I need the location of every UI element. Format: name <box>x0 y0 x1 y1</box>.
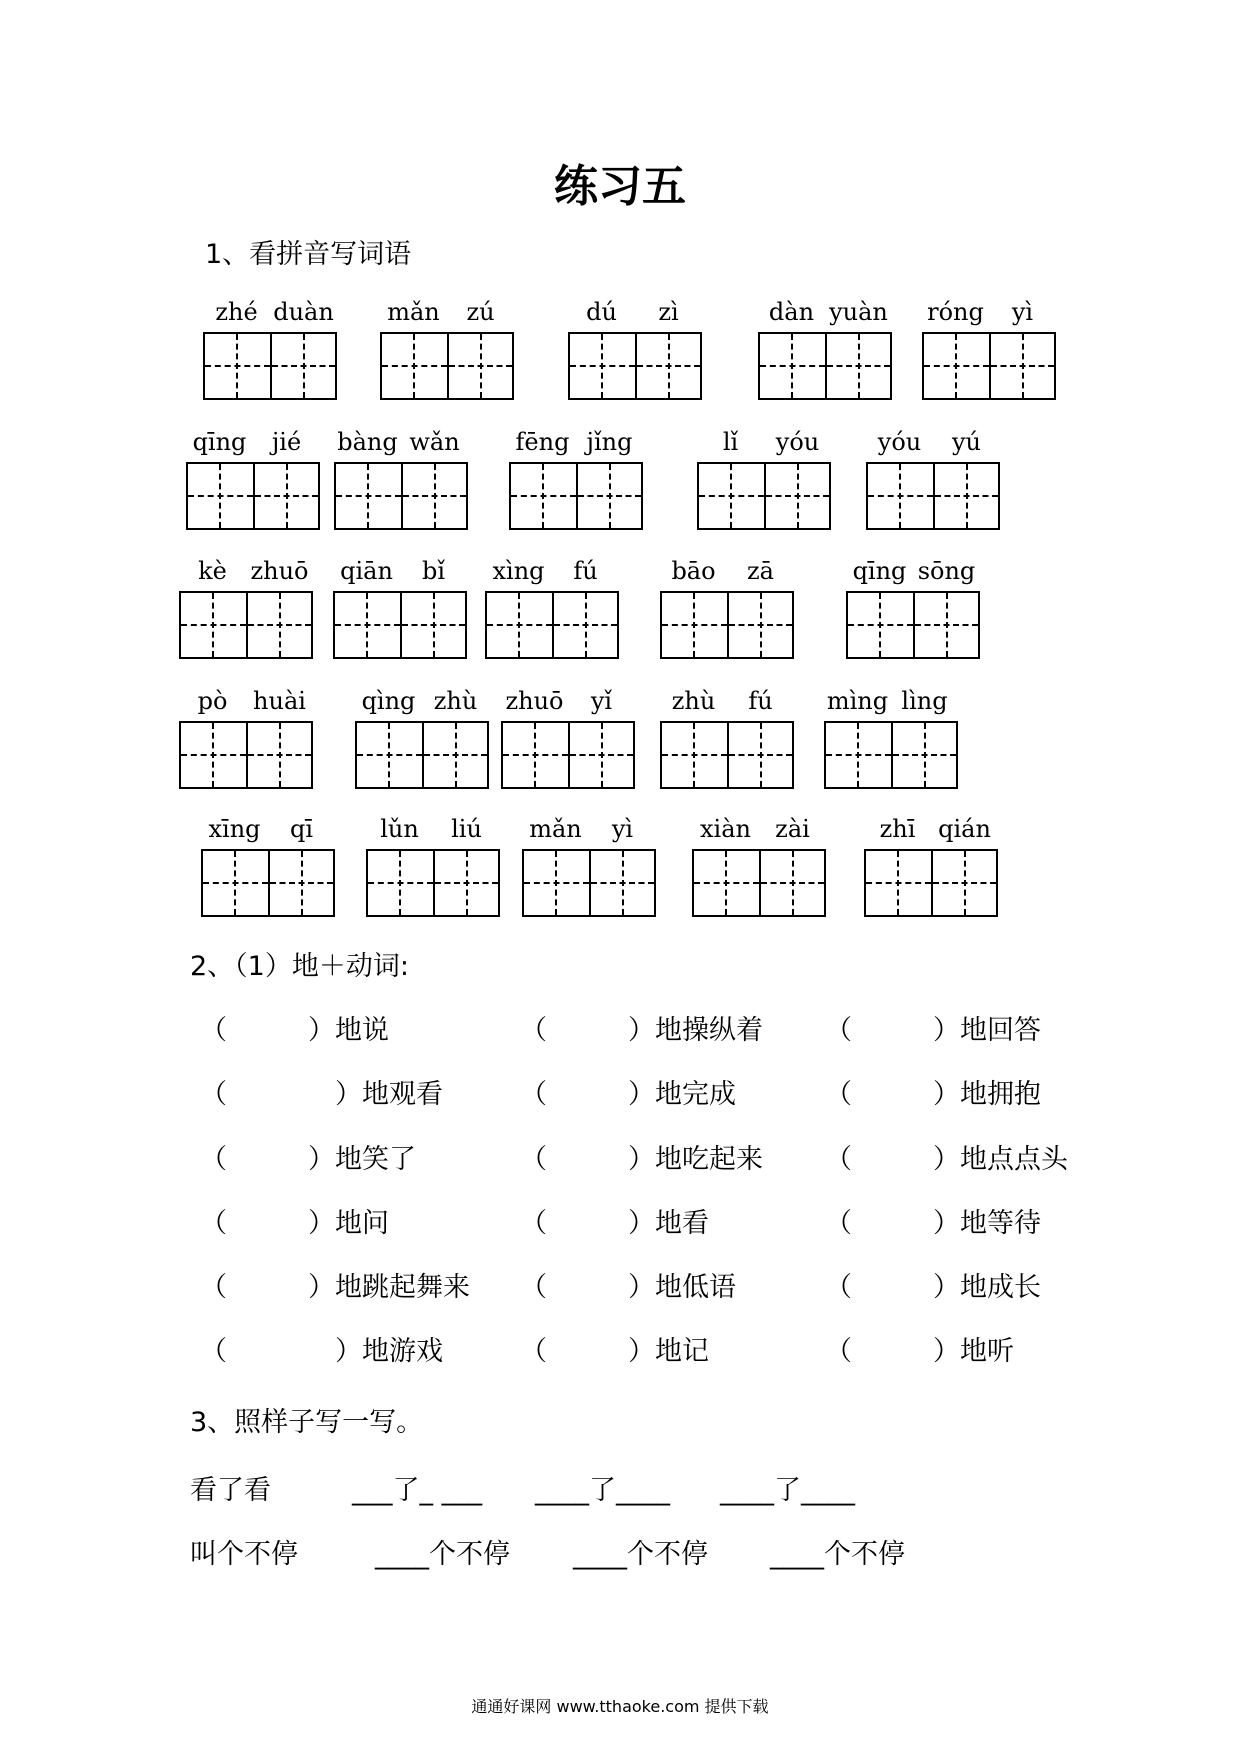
guide-line <box>413 334 415 398</box>
pinyin-syllable: xìng <box>492 557 545 585</box>
page-title: 练习五 <box>554 161 686 212</box>
pinyin-syllable: duàn <box>273 298 334 326</box>
pinyin-syllable: qìng <box>361 687 416 715</box>
pinyin-syllable: lǐ <box>722 428 739 456</box>
writing-cell[interactable] <box>826 723 891 787</box>
writing-cell[interactable] <box>727 593 792 657</box>
writing-cell[interactable] <box>727 723 792 787</box>
writing-grid[interactable] <box>509 462 643 530</box>
fill-in-item[interactable]: （ ）地记 <box>520 1336 709 1367</box>
writing-cell[interactable] <box>181 723 246 787</box>
guide-line <box>609 464 611 528</box>
writing-cell[interactable] <box>552 593 617 657</box>
guide-line <box>455 723 457 787</box>
pinyin-syllable: qián <box>938 815 991 843</box>
writing-grid[interactable] <box>179 721 313 789</box>
guide-line <box>725 851 727 915</box>
section3-label: 3、照样子写一写。 <box>190 1407 424 1438</box>
guide-line <box>730 464 732 528</box>
fill-in-item[interactable]: （ ）地等待 <box>825 1208 1041 1239</box>
writing-grid[interactable] <box>758 332 892 400</box>
writing-cell[interactable] <box>401 464 466 528</box>
writing-cell[interactable] <box>931 851 996 915</box>
blank-1-2[interactable]: ____了____ <box>535 1475 670 1506</box>
writing-cell[interactable] <box>764 464 829 528</box>
blank-2-2[interactable]: ____个不停 <box>573 1539 708 1570</box>
writing-cell[interactable] <box>848 593 913 657</box>
guide-line <box>668 334 670 398</box>
pinyin-syllable: róng <box>927 298 984 326</box>
pinyin-syllable: zhuō <box>250 557 309 585</box>
guide-line <box>388 723 390 787</box>
pinyin-syllable: jié <box>271 428 302 456</box>
pinyin-label <box>660 687 794 717</box>
pinyin-syllable: zhé <box>215 298 258 326</box>
guide-line <box>234 851 236 915</box>
writing-cell[interactable] <box>933 464 998 528</box>
pinyin-label <box>179 557 313 587</box>
writing-cell[interactable] <box>368 851 433 915</box>
writing-cell[interactable] <box>570 334 635 398</box>
fill-in-item[interactable]: （ ）地完成 <box>520 1079 736 1110</box>
guide-line <box>879 593 881 657</box>
guide-line <box>286 464 288 528</box>
pinyin-syllable: yì <box>1011 298 1034 326</box>
guide-line <box>434 464 436 528</box>
writing-grid[interactable] <box>824 721 958 789</box>
guide-line <box>899 464 901 528</box>
guide-line <box>534 723 536 787</box>
pinyin-syllable: bǐ <box>421 557 446 585</box>
writing-cell[interactable] <box>866 851 931 915</box>
guide-line <box>792 851 794 915</box>
guide-line <box>301 851 303 915</box>
pinyin-syllable: pò <box>197 687 228 715</box>
writing-grid[interactable] <box>334 462 468 530</box>
writing-cell[interactable] <box>576 464 641 528</box>
writing-cell[interactable] <box>268 851 333 915</box>
guide-line <box>366 593 368 657</box>
fill-in-item[interactable]: （ ）地游戏 <box>200 1336 443 1367</box>
pinyin-syllable: liú <box>451 815 482 843</box>
writing-cell[interactable] <box>924 334 989 398</box>
guide-line <box>555 851 557 915</box>
pinyin-syllable: qiān <box>340 557 393 585</box>
writing-cell[interactable] <box>989 334 1054 398</box>
writing-cell[interactable] <box>205 334 270 398</box>
pinyin-syllable: huài <box>253 687 306 715</box>
pinyin-syllable: mǎn <box>387 298 440 326</box>
writing-cell[interactable] <box>203 851 268 915</box>
pinyin-syllable: qī <box>289 815 314 843</box>
pinyin-syllable: jǐng <box>586 428 633 456</box>
guide-line <box>797 464 799 528</box>
pinyin-syllable: dú <box>586 298 617 326</box>
writing-grid[interactable] <box>692 849 826 917</box>
pinyin-label <box>864 815 998 845</box>
pinyin-syllable: mǎn <box>529 815 582 843</box>
writing-cell[interactable] <box>891 723 956 787</box>
guide-line <box>622 851 624 915</box>
pinyin-label <box>501 687 635 717</box>
pinyin-syllable: fú <box>748 687 773 715</box>
guide-line <box>760 723 762 787</box>
pinyin-syllable: lǔn <box>380 815 419 843</box>
fill-in-item[interactable]: （ ）地点点头 <box>825 1144 1068 1175</box>
pinyin-syllable: zhù <box>671 687 716 715</box>
pinyin-label <box>660 557 794 587</box>
pinyin-syllable: zú <box>466 298 495 326</box>
writing-cell[interactable] <box>759 851 824 915</box>
pinyin-label <box>922 298 1056 328</box>
guide-line <box>955 334 957 398</box>
fill-in-item[interactable]: （ ）地成长 <box>825 1272 1041 1303</box>
guide-line <box>946 593 948 657</box>
writing-cell[interactable] <box>400 593 465 657</box>
writing-cell[interactable] <box>662 593 727 657</box>
writing-cell[interactable] <box>589 851 654 915</box>
writing-grid[interactable] <box>201 849 335 917</box>
fill-in-item[interactable]: （ ）地回答 <box>825 1015 1041 1046</box>
pinyin-syllable: zhī <box>879 815 916 843</box>
writing-cell[interactable] <box>181 593 246 657</box>
pinyin-label <box>846 557 980 587</box>
writing-cell[interactable] <box>336 464 401 528</box>
guide-line <box>542 464 544 528</box>
pinyin-syllable: dàn <box>768 298 815 326</box>
pinyin-label <box>824 687 958 717</box>
fill-in-item[interactable]: （ ）地说 <box>200 1015 389 1046</box>
pinyin-syllable: wǎn <box>409 428 460 456</box>
guide-line <box>212 593 214 657</box>
writing-grid[interactable] <box>333 591 467 659</box>
writing-cell[interactable] <box>760 334 825 398</box>
pinyin-syllable: zhù <box>433 687 478 715</box>
pinyin-syllable: sōng <box>917 557 976 585</box>
pinyin-syllable: kè <box>198 557 227 585</box>
guide-line <box>480 334 482 398</box>
guide-line <box>601 334 603 398</box>
writing-cell[interactable] <box>913 593 978 657</box>
pinyin-label <box>758 298 892 328</box>
writing-grid[interactable] <box>485 591 619 659</box>
writing-grid[interactable] <box>522 849 656 917</box>
writing-cell[interactable] <box>357 723 422 787</box>
pinyin-label <box>692 815 826 845</box>
writing-cell[interactable] <box>511 464 576 528</box>
writing-cell[interactable] <box>503 723 568 787</box>
guide-line <box>966 464 968 528</box>
pinyin-syllable: yóu <box>775 428 820 456</box>
fill-in-item[interactable]: （ ）地低语 <box>520 1272 736 1303</box>
blank-2-3[interactable]: ____个不停 <box>770 1539 905 1570</box>
fill-in-item[interactable]: （ ）地观看 <box>200 1079 443 1110</box>
pinyin-label <box>485 557 619 587</box>
fill-in-item[interactable]: （ ）地跳起舞来 <box>200 1272 470 1303</box>
section2-label: 2、（1）地＋动词: <box>190 951 409 982</box>
writing-cell[interactable] <box>635 334 700 398</box>
writing-grid[interactable] <box>501 721 635 789</box>
writing-grid[interactable] <box>568 332 702 400</box>
pinyin-syllable: mìng <box>826 687 889 715</box>
pinyin-syllable: fēng <box>515 428 570 456</box>
guide-line <box>897 851 899 915</box>
guide-line <box>857 723 859 787</box>
writing-cell[interactable] <box>188 464 253 528</box>
fill-in-item[interactable]: （ ）地操纵着 <box>520 1015 763 1046</box>
writing-cell[interactable] <box>382 334 447 398</box>
writing-cell[interactable] <box>246 593 311 657</box>
writing-grid[interactable] <box>203 332 337 400</box>
pinyin-syllable: zhuō <box>505 687 564 715</box>
pinyin-label <box>522 815 656 845</box>
pinyin-syllable: lìng <box>901 687 948 715</box>
fill-in-item[interactable]: （ ）地吃起来 <box>520 1144 763 1175</box>
writing-grid[interactable] <box>660 721 794 789</box>
pinyin-label <box>334 428 468 458</box>
writing-cell[interactable] <box>335 593 400 657</box>
blank-1-1[interactable]: ___了_ ___ <box>352 1475 483 1506</box>
pinyin-syllable: qīng <box>852 557 907 585</box>
writing-cell[interactable] <box>422 723 487 787</box>
guide-line <box>693 723 695 787</box>
guide-line <box>518 593 520 657</box>
guide-line <box>399 851 401 915</box>
fill-in-item[interactable]: （ ）地问 <box>200 1208 389 1239</box>
guide-line <box>236 334 238 398</box>
guide-line <box>303 334 305 398</box>
writing-grid[interactable] <box>186 462 320 530</box>
pinyin-syllable: bàng <box>337 428 398 456</box>
pinyin-label <box>186 428 320 458</box>
guide-line <box>964 851 966 915</box>
writing-cell[interactable] <box>246 723 311 787</box>
pinyin-syllable: zài <box>775 815 810 843</box>
pinyin-syllable: yú <box>951 428 981 456</box>
writing-grid[interactable] <box>355 721 489 789</box>
pinyin-label <box>333 557 467 587</box>
guide-line <box>212 723 214 787</box>
writing-grid[interactable] <box>922 332 1056 400</box>
pinyin-syllable: xīng <box>208 815 261 843</box>
pinyin-syllable: zā <box>747 557 774 585</box>
pinyin-label <box>366 815 500 845</box>
example-word-1: 看了看 <box>190 1475 271 1506</box>
guide-line <box>585 593 587 657</box>
writing-cell[interactable] <box>524 851 589 915</box>
pinyin-syllable: yǐ <box>590 687 613 715</box>
guide-line <box>601 723 603 787</box>
guide-line <box>693 593 695 657</box>
pinyin-syllable: yóu <box>877 428 922 456</box>
guide-line <box>367 464 369 528</box>
pinyin-syllable: xiàn <box>700 815 751 843</box>
writing-cell[interactable] <box>270 334 335 398</box>
fill-in-item[interactable]: （ ）地听 <box>825 1336 1014 1367</box>
pinyin-label <box>509 428 643 458</box>
writing-grid[interactable] <box>179 591 313 659</box>
pinyin-label <box>355 687 489 717</box>
example-word-2: 叫个不停 <box>190 1539 298 1570</box>
writing-cell[interactable] <box>662 723 727 787</box>
writing-cell[interactable] <box>433 851 498 915</box>
writing-grid[interactable] <box>866 462 1000 530</box>
writing-grid[interactable] <box>380 332 514 400</box>
pinyin-label <box>697 428 831 458</box>
writing-cell[interactable] <box>568 723 633 787</box>
guide-line <box>924 723 926 787</box>
fill-in-item[interactable]: （ ）地看 <box>520 1208 709 1239</box>
pinyin-syllable: yì <box>611 815 634 843</box>
blank-2-1[interactable]: ____个不停 <box>375 1539 510 1570</box>
pinyin-syllable: zì <box>658 298 679 326</box>
writing-grid[interactable] <box>864 849 998 917</box>
pinyin-syllable: yuàn <box>829 298 888 326</box>
pinyin-syllable: fú <box>573 557 598 585</box>
writing-cell[interactable] <box>699 464 764 528</box>
guide-line <box>1022 334 1024 398</box>
guide-line <box>279 593 281 657</box>
guide-line <box>858 334 860 398</box>
guide-line <box>791 334 793 398</box>
writing-cell[interactable] <box>447 334 512 398</box>
writing-grid[interactable] <box>366 849 500 917</box>
guide-line <box>219 464 221 528</box>
pinyin-label <box>866 428 1000 458</box>
guide-line <box>433 593 435 657</box>
blank-1-3[interactable]: ____了____ <box>720 1475 855 1506</box>
pinyin-label <box>201 815 335 845</box>
writing-grid[interactable] <box>660 591 794 659</box>
guide-line <box>760 593 762 657</box>
guide-line <box>279 723 281 787</box>
pinyin-syllable: bāo <box>671 557 716 585</box>
writing-grid[interactable] <box>697 462 831 530</box>
pinyin-label <box>179 687 313 717</box>
fill-in-item[interactable]: （ ）地拥抱 <box>825 1079 1041 1110</box>
writing-cell[interactable] <box>825 334 890 398</box>
section1-label: 1、看拼音写词语 <box>205 239 412 270</box>
writing-cell[interactable] <box>253 464 318 528</box>
writing-cell[interactable] <box>694 851 759 915</box>
footer-text: 通通好课网 www.tthaoke.com 提供下载 <box>471 1697 769 1716</box>
fill-in-item[interactable]: （ ）地笑了 <box>200 1144 416 1175</box>
writing-cell[interactable] <box>868 464 933 528</box>
guide-line <box>466 851 468 915</box>
pinyin-syllable: qīng <box>192 428 247 456</box>
writing-grid[interactable] <box>846 591 980 659</box>
pinyin-label <box>380 298 514 328</box>
pinyin-label <box>568 298 702 328</box>
pinyin-label <box>203 298 337 328</box>
writing-cell[interactable] <box>487 593 552 657</box>
